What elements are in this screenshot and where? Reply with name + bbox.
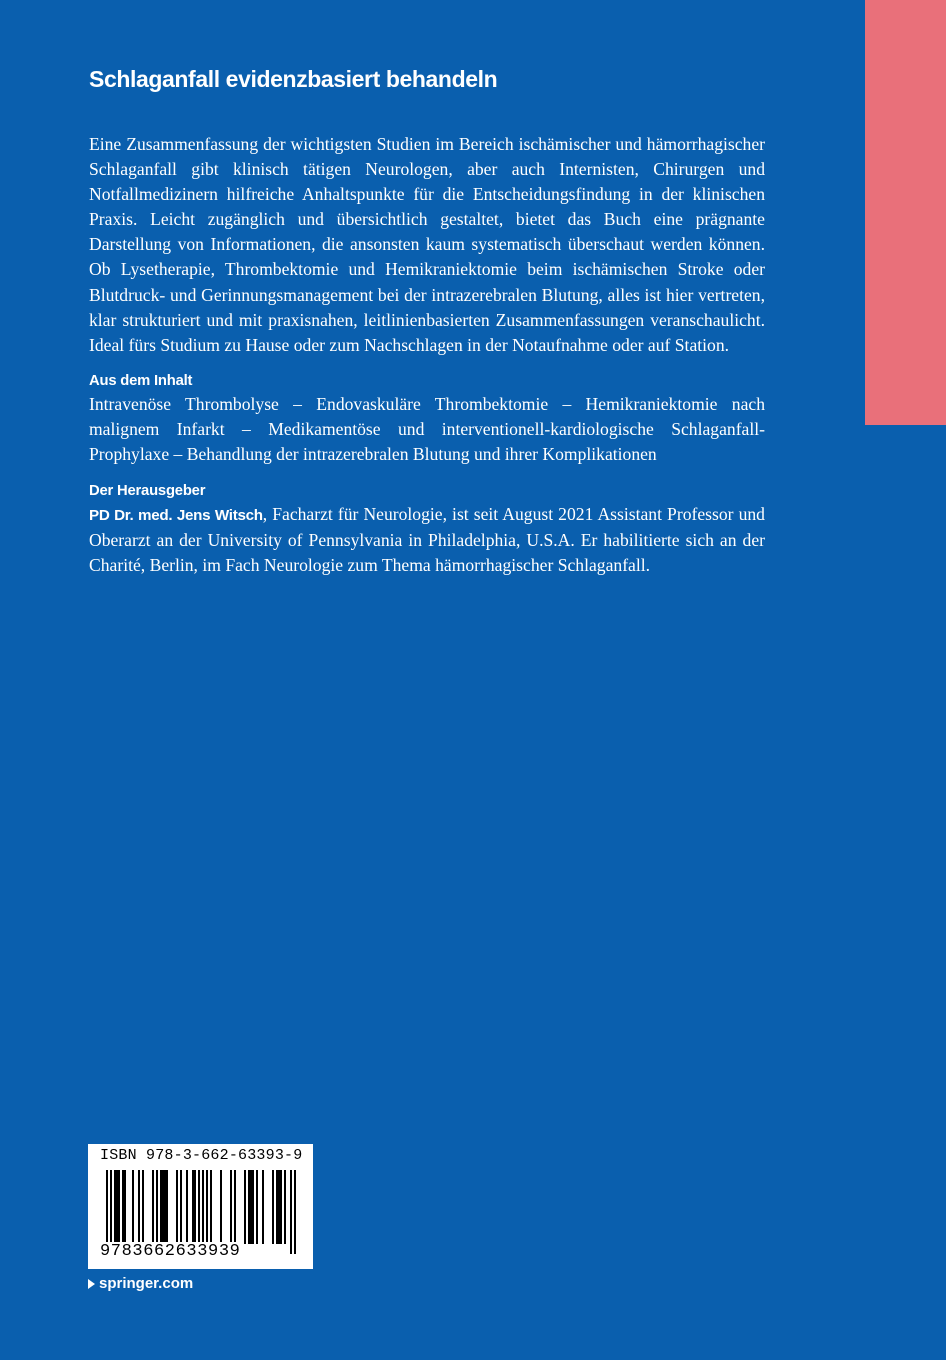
isbn-label: ISBN 978-3-662-63393-9 xyxy=(100,1147,303,1164)
barcode-bar xyxy=(180,1170,182,1244)
book-title: Schlaganfall evidenzbasiert behandeln xyxy=(89,66,498,92)
barcode-bar xyxy=(142,1170,144,1244)
barcode-bar xyxy=(248,1170,250,1244)
contents-heading: Aus dem Inhalt xyxy=(89,372,193,389)
ean-number xyxy=(99,1242,241,1261)
barcode-bar xyxy=(252,1170,254,1244)
barcode-bar xyxy=(272,1170,274,1244)
editor-paragraph xyxy=(89,502,765,578)
barcode-bar xyxy=(124,1170,126,1244)
barcode-bar xyxy=(192,1170,194,1244)
barcode-bar xyxy=(250,1170,252,1244)
barcode-bar xyxy=(280,1170,282,1244)
barcode-bar xyxy=(276,1170,278,1244)
publisher-link-text: springer.com xyxy=(99,1275,194,1292)
barcode-bar xyxy=(164,1170,166,1244)
barcode-bar xyxy=(138,1170,140,1244)
barcode-bar xyxy=(234,1170,236,1244)
barcode-bar xyxy=(118,1170,120,1244)
back-cover-content xyxy=(89,62,765,578)
barcode-bar xyxy=(278,1170,280,1244)
triangle-right-icon xyxy=(88,1279,95,1289)
barcode-bar xyxy=(114,1170,116,1244)
barcode-bar xyxy=(290,1170,292,1254)
barcode-bar xyxy=(186,1170,188,1244)
barcode-bar xyxy=(176,1170,178,1244)
barcode-bar xyxy=(206,1170,208,1244)
barcode-bar xyxy=(122,1170,124,1244)
barcode-bar xyxy=(156,1170,158,1244)
barcode-bar xyxy=(116,1170,118,1244)
barcode-bar xyxy=(162,1170,164,1244)
barcode-bar xyxy=(152,1170,154,1244)
contents-text: Intravenöse Thrombolyse – Endovaskuläre Thrombektomie – Hemikraniektomie nach malignem Infarkt – Medikamentöse und interventionell-kardiologische Schlaganfall-Prophylaxe – Behandlung der intrazerebralen Blutung und ihrer Komplikationen xyxy=(89,393,765,465)
barcode-bar xyxy=(294,1170,296,1254)
isbn-barcode xyxy=(88,1144,313,1269)
ean-digits: 9783662633939 xyxy=(100,1242,241,1261)
editor-bio: , Facharzt für Neurologie, ist seit August 2021 Assistant Professor und Oberarzt an der University of Pennsylvania in Philadelphia, U.S.A. Er habilitierte sich an der Charité, Berlin, im Fach Neurologie zum Thema hämorrhagischer Schlaganfall. xyxy=(89,504,765,576)
accent-bar xyxy=(865,0,946,425)
barcode-bar xyxy=(284,1170,286,1244)
barcode-bar xyxy=(160,1170,162,1244)
editor-name: PD Dr. med. Jens Witsch xyxy=(89,507,263,525)
barcode-bar xyxy=(132,1170,134,1244)
barcode-bar xyxy=(166,1170,168,1244)
barcode-bar xyxy=(244,1170,246,1244)
barcode-bar xyxy=(262,1170,264,1244)
barcode-bar xyxy=(256,1170,258,1244)
publisher-link[interactable] xyxy=(88,1275,193,1292)
editor-heading: Der Herausgeber xyxy=(89,483,206,500)
barcode-bar xyxy=(230,1170,232,1244)
barcode-bar xyxy=(220,1170,222,1244)
book-description: Eine Zusammenfassung der wichtigsten Studien im Bereich ischämischer und hämorrhagischer Schlaganfall gibt klinisch tätigen Neurologen, aber auch Internisten, Chirurgen und Notfallmedizinern hilfreiche Anhaltspunkte für die Entscheidungsfindung in der klinischen Praxis. Leicht zugänglich und übersichtlich gestaltet, bietet das Buch eine prägnante Darstellung von Informationen, die ansonsten kaum systematisch überschaut werden können. Ob Lysetherapie, Thrombektomie und Hemikraniektomie beim ischämischen Stroke oder Blutdruck- und Gerinnungsmanagement bei der intrazerebralen Blutung, alles ist hier vertreten, klar strukturiert und mit praxisnahen, leitlinienbasierten Zusammenfassungen veranschaulicht. Ideal fürs Studium zu Hause oder zum Nachschlagen in der Notaufnahme oder auf Station. xyxy=(89,134,765,355)
barcode-bar xyxy=(194,1170,196,1244)
barcode-bar xyxy=(210,1170,212,1244)
